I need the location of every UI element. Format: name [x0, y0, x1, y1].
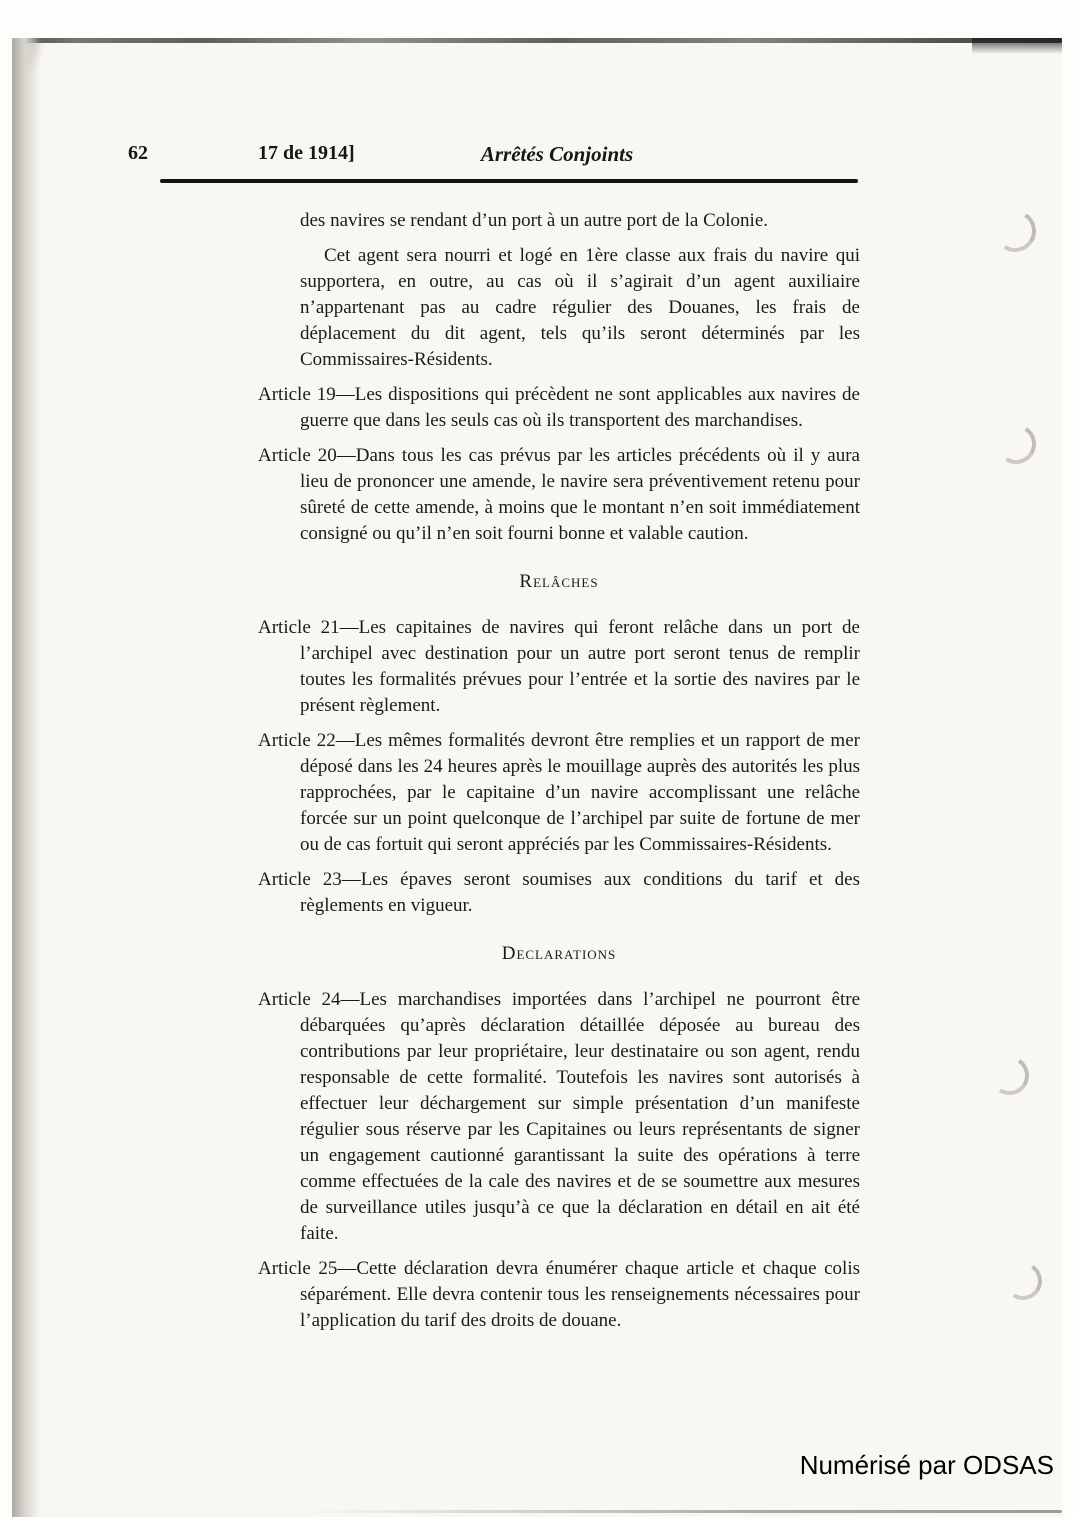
- document-body: [258, 208, 860, 1343]
- scan-edge-bottom: [306, 1510, 1062, 1513]
- scan-corner-top-right: [972, 38, 1062, 54]
- article-paragraph: Article 23—Les épaves seront soumises aux conditions du tarif et des règlements en vigueur.: [258, 869, 860, 916]
- article-paragraph: Article 21—Les capitaines de navires qui feront relâche dans un port de l’archipel avec destination pour un autre port seront tenus de remplir toutes les formalités prévues pour l’entrée et la sortie des navires par le présent règlement.: [258, 617, 860, 716]
- article-label: Article 20—: [258, 445, 356, 466]
- article-label: Article 21—: [258, 617, 359, 638]
- header-issue-number: 17 de 1914]: [258, 142, 355, 164]
- article-label: Article 25—: [258, 1258, 357, 1279]
- page-number: 62: [128, 142, 148, 164]
- article-paragraph: Article 19—Les dispositions qui précèdent ne sont applicables aux navires de guerre que dans les seuls cas où ils transportent des marchandises.: [258, 384, 860, 431]
- scan-edge-top: [12, 38, 1062, 43]
- section-heading: Relâches: [519, 571, 599, 592]
- scanned-page: [12, 38, 1062, 1517]
- article-label: Article 19—: [258, 384, 355, 405]
- scan-watermark: Numérisé par ODSAS: [799, 1450, 1054, 1480]
- article-label: Article 24—: [258, 989, 360, 1010]
- body-paragraph: des navires se rendant d’un port à un autre port de la Colonie.: [300, 210, 768, 231]
- article-paragraph: Article 25—Cette déclaration devra énumérer chaque article et chaque colis séparément. Elle devra contenir tous les renseignements nécessaires pour l’application du tarif des droits de douane.: [258, 1258, 860, 1331]
- article-paragraph: Article 22—Les mêmes formalités devront être remplies et un rapport de mer déposé dans les 24 heures après le mouillage auprès des autorités les plus rapprochées, par le capitaine d’un navire accomplissant une relâche forcée sur un point quelconque de l’archipel par suite de fortune de mer ou de cas fortuit qui seront appréciés par les Commissaires-Résidents.: [258, 730, 860, 855]
- document-title: Arrêtés Conjoints: [480, 142, 634, 166]
- binder-hole: [992, 420, 1039, 467]
- body-paragraph: Cet agent sera nourri et logé en 1ère classe aux frais du navire qui supportera, en outre, au cas où il s’agirait d’un agent auxiliaire n’appartenant pas au cadre régulier des Douanes, les frais de déplacement du dit agent, tels qu’ils seront déterminés par les Commissaires-Résidents.: [300, 245, 860, 370]
- article-paragraph: Article 20—Dans tous les cas prévus par les articles précédents où il y aura lieu de prononcer une amende, le navire sera préventivement retenu pour sûreté de cette amende, à moins que le montant n’en soit immédiatement consigné ou qu’il n’en soit fourni bonne et valable caution.: [258, 445, 860, 544]
- binder-hole: [986, 1052, 1032, 1098]
- binder-hole: [1000, 1258, 1045, 1303]
- article-paragraph: Article 24—Les marchandises importées dans l’archipel ne pourront être débarquées qu’après déclaration détaillée déposée au bureau des contributions par leur propriétaire, leur destinataire ou son agent, rendu responsable de cette formalité. Toutefois les navires sont autorisés à effectuer leur déchargement sur simple présentation d’un manifeste régulier sous réserve par les Capitaines ou leurs représentants de signer un engagement cautionné garantissant la suite des opérations à terre comme effectuées de la cale des navires et de se soumettre aux mesures de surveillance utiles jusqu’à ce que la déclaration en détail en ait été faite.: [258, 989, 860, 1244]
- section-heading: Declarations: [501, 943, 617, 964]
- article-label: Article 23—: [258, 869, 361, 890]
- binder-hole: [990, 206, 1040, 256]
- scan-shadow-left: [12, 38, 40, 1517]
- header-rule: [160, 179, 858, 183]
- article-label: Article 22—: [258, 730, 355, 751]
